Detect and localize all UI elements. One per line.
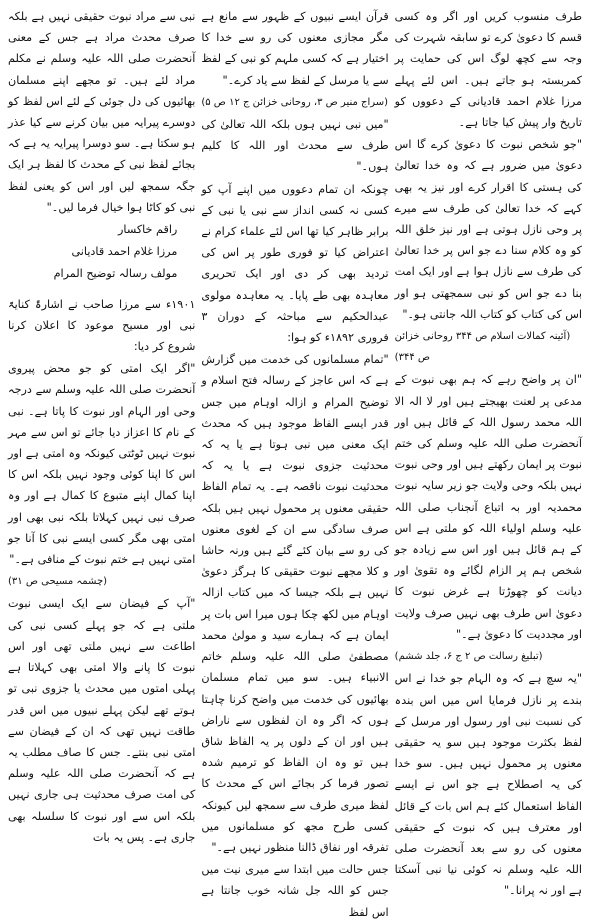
text-column-right: [394, 6, 582, 898]
paragraph: جس حالت میں ابتدا سے میری نیت میں جس کو اللہ جل شانہ خوب جانتا ہے اس لفظ: [201, 863, 389, 919]
paragraph: "ان پر واضح رہے کہ ہم بھی نبوت کے مدعی پر لعنت بھیجتے ہیں اور لا الہ الا اللہ محمد رسول اللہ کے قائل ہیں اور آنحضرت صلی اللہ علیہ وسلم کی ختم نبوت پر ایمان رکھتے ہیں اور وحی نبوت نہیں بلکہ وحی ولایت جو زیر سایہ نبوت محمدیہ اور بہ اتباع آنجناب صلی اللہ علیہ وسلم اولیاء اللہ کو ملتی ہے اس کے ہم قائل ہیں اور اس سے زیادہ جو شخص ہم پر الزام لگائے وہ تقویٰ اور دیانت کو چھوڑتا ہے غرض نبوت کا دعویٰ اس طرف بھی نہیں صرف ولایت اور مجددیت کا دعویٰ ہے۔": [394, 373, 582, 641]
spacer: [8, 286, 195, 294]
citation: (تبلیغ رسالت ص ۲ ج ۶، جلد ششم): [394, 651, 543, 663]
signature-line: مولف رسالہ توضیح المرام: [53, 267, 178, 281]
paragraph: نبی سے مراد نبوت حقیقی نہیں ہے بلکہ صرف محدث مراد ہے جس کے معنی آنحضرت صلی اللہ علیہ وسلم نے مکلم مراد لئے ہیں۔ تو مجھے اپنے مسلمان بھائیوں کی دل جوئی کے لئے اس لفظ کو دوسرے پیرایہ میں بیان کرنے سے کیا عذر ہو سکتا ہے۔ سو دوسرا پیرایہ یہ ہے کہ بجائے لفظ نبی کے محدث کا لفظ ہر ایک جگہ سمجھ لیں اور اس کو یعنی لفظ نبی کو کاٹا ہوا خیال فرما لیں۔": [8, 10, 196, 214]
paragraph: "تمام مسلمانوں کی خدمت میں گزارش ہے کہ اس عاجز کے رسالہ فتح اسلام و توضیح المرام و ازالہ اوہام میں جس قدر ایسے الفاظ موجود ہیں کہ محدث ایک معنی میں نبی ہوتا ہے یا یہ کہ محدثیت جزوی نبوت ہے یا یہ کہ محدثیت نبوت ناقصہ ہے۔ یہ تمام الفاظ حقیقی معنوں پر محمول نہیں ہیں بلکہ صرف سادگی سے ان کے لغوی معنوں کی رو سے بیان کئے گئے ہیں ورنہ حاشا و کلا مجھے نبوت حقیقی کا ہرگز دعویٰ نہیں ہے بلکہ جیسا کہ میں کتاب ازالہ اوہام میں لکھ چکا ہوں میرا اس بات پر ایمان ہے کہ ہمارے سید و مولیٰ محمد مصطفیٰ صلی اللہ علیہ وسلم خاتم الانبیاء ہیں۔ سو میں تمام مسلمان بھائیوں کی خدمت میں واضح کرنا چاہتا ہوں کہ اگر وہ ان لفظوں سے ناراض ہیں اور ان کے دلوں پر یہ الفاظ شاق ہیں تو وہ ان الفاظ کو ترمیم شدہ تصور فرما کر بجائے اس کے محدث کا لفظ میری طرف سے سمجھ لیں کیونکہ کسی طرح مجھ کو مسلمانوں میں تفرقہ اور نفاق ڈالنا منظور نہیں ہے۔": [201, 353, 389, 854]
paragraph: "اگر ایک امتی کو جو محض پیروی آنحضرت صلی اللہ علیہ وسلم سے درجہ وحی اور الہام اور نبوت کا پاتا ہے۔ نبی کے نام کا اعزاز دیا جائے تو اس سے مہر نبوت نہیں ٹوٹتی کیونکہ وہ امتی ہے اور اس کا اپنا کوئی وجود نہیں بلکہ اس کا اپنا کمال اپنے متبوع کا کمال ہے اور وہ صرف نبی نہیں کہلاتا بلکہ نبی بھی اور امتی بھی مگر کسی ایسے نبی کا آنا جو امتی نہیں ہے ختم نبوت کے منافی ہے۔": [8, 362, 196, 567]
citation: (چشمہ مسیحی ص ۳۱): [8, 576, 108, 588]
citation: (سراج منیر ص ۳، روحانی خزائن ج ۱۲ ص ۵): [201, 96, 389, 108]
paragraph: چونکہ ان تمام دعووں میں اپنے آپ کو کسی نہ کسی انداز سے نبی یا نبی کے برابر ظاہر کیا تھا اس لئے علماء کرام نے اعتراض کیا تو فوری طور پر اس کی تردید بھی کر دی اور ایک تحریری معاہدہ بھی طے پایا۔ یہ معاہدہ مولوی عبدالحکیم سے مباحثہ کے دوران ۳ فروری ۱۸۹۲ء کو ہوا:: [201, 182, 389, 345]
paragraph: ۱۹۰۱ء سے مرزا صاحب نے اشارۃً کنایۃً نبی اور مسیح موعود کا اعلان کرنا شروع کر دیا:: [8, 297, 196, 354]
paragraph: "میں نبی نہیں ہوں بلکہ اللہ تعالیٰ کی طرف سے محدث اور اللہ کا کلیم ہوں۔": [201, 118, 389, 174]
paragraph: "آپ کے فیضان سے ایک ایسی نبوت ملتی ہے کہ جو پہلے کسی نبی کی اطاعت سے نہیں ملتی تھی اور اس نبوت کا پانے والا امتی بھی کہلاتا ہے پہلی امتوں میں محدث یا جزوی نبی تو ہوتے تھے لیکن پہلے نبیوں میں اس قدر طاقت نہیں تھی کہ ان کے فیضان سے امتی نبی بنتے۔ جس کا صاف مطلب یہ ہے کہ آنحضرت صلی اللہ علیہ وسلم کی امت صرف محدثیت ہی جاری نہیں بلکہ اس سے اور نبوت کا سلسلہ بھی جاری ہے۔ پس یہ بات: [8, 597, 196, 844]
paragraph: "جو شخص نبوت کا دعویٰ کرے گا اس دعویٰ میں ضرور ہے کہ وہ خدا تعالیٰ کی ہستی کا اقرار کرے اور نیز یہ بھی کہے کہ خدا تعالیٰ کی طرف سے میرے پر وحی نازل ہوتی ہے اور نیز خلق اللہ کو وہ کلام سنا دے جو اس پر خدا تعالیٰ کی طرف سے نازل ہوا ہے اور ایک امت بنا دے جو اس کو نبی سمجھتی ہو اور اس کی کتاب کو کتاب اللہ جانتی ہو۔": [394, 138, 582, 321]
text-column-middle: [201, 6, 389, 919]
paragraph: قرآن ایسے نبیوں کے ظہور سے مانع ہے مگر مجازی معنوں کی رو سے خدا کا اختیار ہے کہ کسی ملہم کو نبی کے لفظ سے یا مرسل کے لفظ سے یاد کرے۔": [201, 10, 389, 87]
paragraph: "یہ سچ ہے کہ وہ الہام جو خدا نے اس بندے پر نازل فرمایا اس میں اس بندہ کی نسبت نبی اور رسول اور مرسل کے لفظ بکثرت موجود ہیں سو یہ حقیقی معنوں پر محمول نہیں ہیں۔ سو خدا کی یہ اصطلاح ہے جو اس نے ایسے الفاظ استعمال کئے ہم اس بات کے قائل اور معترف ہیں کہ نبوت کے حقیقی معنوں کی رو سے بعد آنحضرت صلی اللہ علیہ وسلم نہ کوئی نیا نبی آسکتا ہے اور نہ پرانا۔": [394, 672, 582, 898]
signature-line: مرزا غلام احمد قادیانی: [71, 245, 178, 259]
citation: (آئینہ کمالات اسلام ص ۳۴۴ روحانی خزائن ص ۳۴۴): [394, 331, 571, 364]
signature-line: راقم خاکسار: [118, 223, 178, 237]
text-column-left: [8, 6, 196, 844]
paragraph: طرف منسوب کریں اور اگر وہ کسی قسم کا دعویٰ کرے تو سابقہ شہرت کی وجہ سے کچھ لوگ اس کی حمایت پر کمربستہ ہو جاتے ہیں۔ اس لئے پہلے مرزا غلام احمد قادیانی کے دعووں کو تاریخ وار پیش کیا جاتا ہے۔: [394, 10, 582, 130]
